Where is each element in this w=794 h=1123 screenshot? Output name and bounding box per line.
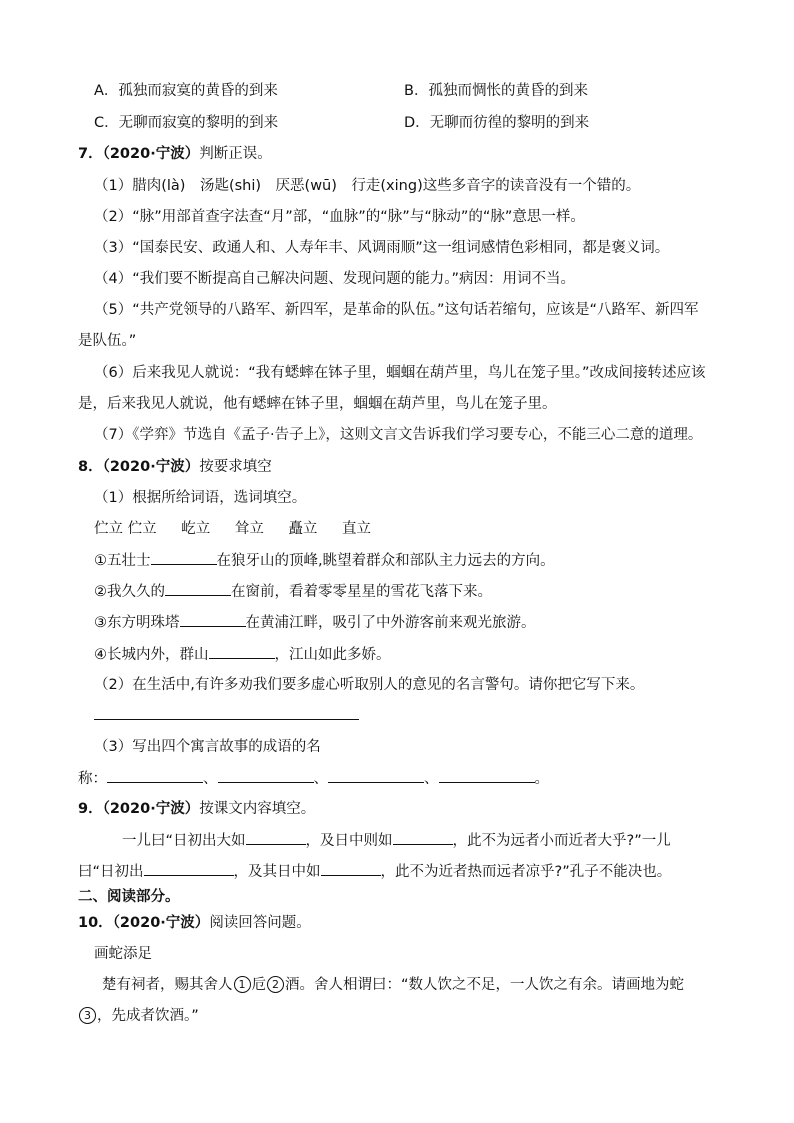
word-bank-item: 直立	[342, 521, 372, 537]
question-stem: 按要求填空	[199, 459, 272, 475]
answer-blank[interactable]	[209, 644, 275, 659]
answer-blank[interactable]	[439, 768, 535, 783]
question-stem: 判断正误。	[199, 146, 272, 162]
separator: 、	[424, 771, 439, 787]
sentence-text: ，此不为近者热而远者凉乎?”孔子不能决也。	[380, 864, 672, 880]
word-bank	[94, 519, 371, 539]
circled-number: 3	[79, 1007, 96, 1024]
q7-item-4: （4）“我们要不断提高自己解决问题、发现问题的能力。”病因：用词不当。	[94, 271, 575, 287]
option-a: A．孤独而寂寞的黄昏的到来	[94, 83, 278, 99]
question-source: （2020·宁波）	[102, 801, 200, 817]
question-number: 9．	[78, 801, 103, 817]
answer-blank[interactable]	[393, 830, 453, 845]
separator: 、	[203, 771, 218, 787]
q7-item-7: （7）《学弈》节选自《孟子·告子上》，这则文言文告诉我们学习要专心，不能三心二意的道理。	[94, 427, 703, 443]
sentence-text: ，及其日中如	[233, 864, 321, 880]
question-stem: 阅读回答问题。	[209, 915, 311, 931]
passage-text: 楚有祠者，赐其舍人	[102, 977, 233, 993]
q7-item-6-cont: 是，后来我见人就说，他有蟋蟀在钵子里，蝈蝈在葫芦里，鸟儿在笼子里。	[78, 396, 557, 412]
sentence-text: ，及日中则如	[305, 833, 393, 849]
passage-line-1	[102, 975, 684, 995]
q9-line-1	[122, 830, 671, 851]
answer-blank[interactable]	[218, 768, 314, 783]
passage-line-2	[78, 1006, 199, 1026]
answer-blank[interactable]	[144, 861, 234, 876]
fill-sentence-1	[94, 550, 555, 571]
answer-line[interactable]	[94, 719, 359, 720]
separator: 、	[313, 771, 328, 787]
answer-blank[interactable]	[151, 550, 217, 565]
passage-text: 卮	[251, 977, 266, 993]
sentence-text: ④长城内外，群山	[94, 647, 209, 663]
fill-sentence-2	[94, 581, 492, 602]
q8-part-2: （2）在生活中,有许多劝我们要多虚心听取别人的意见的名言警句。请你把它写下来。	[94, 677, 645, 693]
q7-item-5-cont: 是队伍。”	[78, 333, 137, 349]
sentence-text: 一儿曰“日初出大如	[122, 833, 246, 849]
q8-part-1: （1）根据所给词语，选词填空。	[94, 490, 307, 506]
question-stem: 按课文内容填空。	[199, 801, 316, 817]
question-source: （2020·宁波）	[102, 146, 200, 162]
q9-line-2	[78, 861, 671, 882]
section-heading: 二、阅读部分。	[78, 889, 180, 905]
answer-blank[interactable]	[180, 612, 246, 627]
question-10-header	[78, 913, 311, 933]
q7-item-2: （2）“脉”用部首查字法查“月”部，“血脉”的“脉”与“脉动”的“脉”意思一样。	[94, 209, 585, 225]
question-number: 10．	[78, 915, 113, 931]
sentence-text: 称：	[78, 771, 107, 787]
question-source: （2020·宁波）	[112, 915, 210, 931]
sentence-text: ①五壮士	[94, 553, 151, 569]
option-d: D．无聊而彷徨的黎明的到来	[404, 115, 590, 131]
passage-text: 酒。舍人相谓曰：“数人饮之不足，一人饮之有余。请画地为蛇	[285, 977, 685, 993]
word-bank-item: 屹立	[181, 521, 211, 537]
sentence-text: ③东方明珠塔	[94, 615, 180, 631]
sentence-text: ，此不为远者小而近者大乎?”一儿	[452, 833, 671, 849]
circled-number: 1	[234, 976, 251, 993]
answer-blank[interactable]	[165, 581, 231, 596]
q7-item-3: （3）“国泰民安、政通人和、人寿年丰、风调雨顺”这一组词感情色彩相同，都是褒义词。	[94, 240, 670, 256]
q7-item-5: （5）“共产党领导的八路军、新四军，是革命的队伍。”这句话若缩句，应该是“八路军、新四军	[94, 302, 699, 318]
word-bank-item: 耸立	[234, 521, 264, 537]
sentence-text: ，江山如此多娇。	[274, 647, 391, 663]
idiom-blanks	[78, 768, 549, 789]
question-7-header	[78, 144, 272, 164]
sentence-text: ②我久久的	[94, 584, 165, 600]
q7-item-1: （1）腊肉(là) 汤匙(shi) 厌恶(wū) 行走(xing)这些多音字的读音没有一个错的。	[94, 178, 641, 194]
sentence-text: 在狼牙山的顶峰,眺望着群众和部队主力远去的方向。	[216, 553, 555, 569]
separator: 。	[534, 771, 549, 787]
answer-blank[interactable]	[328, 768, 424, 783]
answer-blank[interactable]	[107, 768, 203, 783]
sentence-text: 在黄浦江畔，吸引了中外游客前来观光旅游。	[245, 615, 536, 631]
question-source: （2020·宁波）	[102, 459, 200, 475]
passage-title: 画蛇添足	[94, 946, 152, 962]
circled-number: 2	[267, 976, 284, 993]
question-9-header	[78, 799, 315, 819]
question-number: 8．	[78, 459, 103, 475]
option-b: B．孤独而惆怅的黄昏的到来	[404, 83, 588, 99]
fill-sentence-4	[94, 644, 391, 665]
answer-blank[interactable]	[246, 830, 306, 845]
sentence-text: 在窗前，看着零零星星的雪花飞落下来。	[231, 584, 492, 600]
word-bank-item: 伫立 伫立	[94, 521, 157, 537]
passage-text: ，先成者饮酒。”	[97, 1008, 199, 1024]
fill-sentence-3	[94, 612, 536, 633]
sentence-text: 曰“日初出	[78, 864, 144, 880]
question-8-header	[78, 457, 272, 477]
answer-blank[interactable]	[321, 861, 381, 876]
option-c: C．无聊而寂寞的黎明的到来	[94, 115, 279, 131]
question-number: 7．	[78, 146, 103, 162]
word-bank-item: 矗立	[288, 521, 318, 537]
q8-part-3: （3）写出四个寓言故事的成语的名	[94, 739, 321, 755]
q7-item-6: （6）后来我见人就说：“我有蟋蟀在钵子里，蝈蝈在葫芦里，鸟儿在笼子里。”改成间接转述应该	[94, 365, 706, 381]
